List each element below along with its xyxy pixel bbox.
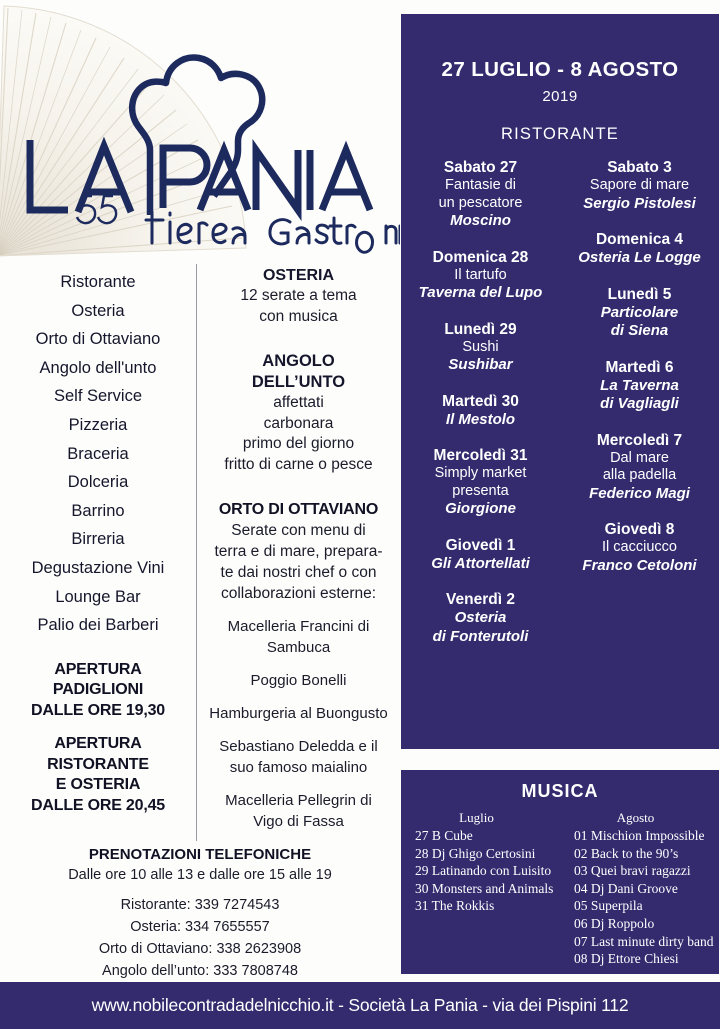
entry-day: Lunedì 29 <box>444 320 517 338</box>
panel-title: MUSICA <box>521 781 599 801</box>
edition-number <box>77 196 116 223</box>
angolo-section <box>197 351 400 475</box>
partner-line: Macelleria Francini di <box>227 618 370 635</box>
list-item: Palio dei Barberi <box>37 616 159 635</box>
section-title: ANGOLO <box>262 352 335 370</box>
section-line: affettati <box>273 394 324 411</box>
month-label: Luglio <box>459 810 494 825</box>
list-item: Dolceria <box>67 473 129 492</box>
entry-chef: Taverna del Lupo <box>418 284 543 301</box>
hours-line: APERTURA <box>54 735 142 753</box>
schedule-entry <box>566 285 713 341</box>
music-entry: 01 Mischion Impossible <box>574 828 705 843</box>
music-entry: 07 Last minute dirty band <box>574 933 714 949</box>
descriptions-column <box>197 258 400 841</box>
partner-entry <box>197 736 400 778</box>
hours-line: DALLE ORE 19,30 <box>31 701 165 719</box>
month-label: Agosto <box>616 810 655 825</box>
entry-day: Domenica 4 <box>595 231 683 248</box>
music-entry: 05 Superpila <box>574 898 643 914</box>
phones-title: PRENOTAZIONI TELEFONICHE <box>88 846 312 863</box>
phone-entry[interactable]: Angolo dell’unto: 333 7808748 <box>102 963 298 979</box>
entry-chef: Gli Attortellati <box>431 554 530 572</box>
entry-chef: Particolare <box>600 303 679 321</box>
orto-section <box>197 499 400 832</box>
musica-column-july <box>401 809 560 968</box>
music-entry: 04 Dj Dani Groove <box>574 880 678 896</box>
logo-area <box>0 0 400 258</box>
schedule-entry <box>566 520 713 575</box>
section-line: primo del giorno <box>242 435 355 452</box>
partner-entry <box>197 703 400 724</box>
schedule-entry <box>566 230 713 268</box>
musica-columns <box>401 809 719 968</box>
entry-chef: Giorgione <box>445 500 516 517</box>
phone-entry[interactable]: Ristorante: 339 7274543 <box>120 897 280 913</box>
schedule-column-august <box>560 158 719 663</box>
music-entry: 30 Monsters and Animals <box>415 880 554 896</box>
entry-day: Mercoledì 7 <box>596 431 683 449</box>
entry-day: Giovedì 8 <box>604 521 675 538</box>
entry-dish: alla padella <box>602 467 677 483</box>
logo-wordmark <box>0 0 400 258</box>
entry-chef: Franco Cetoloni <box>582 556 697 574</box>
entry-chef: Sergio Pistolesi <box>583 194 696 212</box>
entry-dish: Dal mare <box>610 449 669 466</box>
schedule-column-july <box>401 158 560 663</box>
list-item: Barrino <box>71 501 125 520</box>
venues-column <box>0 258 196 841</box>
hours-line: E OSTERIA <box>55 776 141 794</box>
entry-dish: Fantasie di <box>445 177 516 193</box>
partner-line: Sebastiano Deledda e il <box>219 738 378 755</box>
section-title: ORTO DI OTTAVIANO <box>218 501 379 518</box>
schedule-entry <box>566 431 713 504</box>
schedule-entry <box>407 158 554 231</box>
music-entry: 08 Dj Ettore Chiesi <box>574 951 679 967</box>
section-line: Serate con menu di <box>231 522 366 539</box>
entry-day: Lunedì 5 <box>607 285 672 303</box>
entry-day: Mercoledì 31 <box>433 447 528 464</box>
panel-title: RISTORANTE <box>500 125 620 143</box>
music-entry: 03 Quei bravi ragazzi <box>574 863 691 879</box>
section-line: con musica <box>259 307 338 325</box>
entry-day: Martedì 30 <box>442 392 519 410</box>
partner-line: Hamburgeria al Buongusto <box>209 705 388 722</box>
footer-text[interactable]: www.nobilecontradadelnicchio.it - Società La Pania - via dei Pispini 112 <box>91 995 629 1015</box>
schedule-entry <box>566 158 713 213</box>
schedule-columns <box>401 158 719 663</box>
phone-entry[interactable]: Osteria: 334 7655557 <box>130 919 270 935</box>
section-line: fritto di carne o pesce <box>224 455 373 473</box>
music-entry: 27 B Cube <box>415 828 473 843</box>
list-item: Angolo dell'unto <box>39 358 157 377</box>
phone-entry[interactable]: Orto di Ottaviano: 338 2623908 <box>98 941 302 957</box>
list-item: Degustazione Vini <box>31 558 165 577</box>
hours-line: APERTURA <box>54 660 142 678</box>
entry-day: Sabato 3 <box>607 159 672 176</box>
entry-chef: Moscino <box>450 212 511 229</box>
entry-dish: Il cacciucco <box>602 539 677 555</box>
partner-line: Sambuca <box>266 639 331 656</box>
entry-dish: un pescatore <box>438 194 523 211</box>
partner-entry <box>197 670 400 691</box>
musica-panel <box>401 770 719 974</box>
entry-dish: presenta <box>452 482 509 499</box>
entry-day: Sabato 27 <box>443 159 518 176</box>
section-line: collaborazioni esterne: <box>220 585 377 602</box>
music-entry: 31 The Rokkis <box>415 898 495 914</box>
list-item: Birreria <box>71 530 125 549</box>
music-entry: 06 Dj Roppolo <box>574 915 655 931</box>
schedule-entry <box>407 446 554 519</box>
schedule-entry <box>407 320 554 375</box>
entry-day: Martedì 6 <box>605 358 674 376</box>
osteria-section <box>197 266 400 327</box>
list-item: Lounge Bar <box>55 587 141 606</box>
entry-chef: Federico Magi <box>589 484 690 502</box>
section-line: carbonara <box>263 414 334 432</box>
venue-list <box>0 268 196 640</box>
footer-bar <box>0 982 720 1029</box>
schedule-entry <box>407 392 554 430</box>
section-title: DELL’UNTO <box>251 373 346 391</box>
opening-hours <box>0 660 196 817</box>
list-item: Ristorante <box>60 273 136 291</box>
partner-entry <box>197 790 400 832</box>
list-item: Pizzeria <box>68 415 128 434</box>
schedule-entry <box>566 358 713 414</box>
entry-chef: di Siena <box>610 322 669 339</box>
music-entry: 02 Back to the 90’s <box>574 845 679 861</box>
phone-reservations <box>0 845 400 982</box>
partner-line: Vigo di Fassa <box>253 813 344 830</box>
list-item: Self Service <box>53 387 143 406</box>
entry-chef: Osteria Le Logge <box>578 249 701 266</box>
section-line: 12 serate a tema <box>240 287 357 304</box>
entry-chef: di Fonterutoli <box>432 627 529 645</box>
entry-day: Domenica 28 <box>432 248 529 266</box>
entry-dish: Simply market <box>434 465 527 481</box>
partner-line: suo famoso maialino <box>229 759 368 776</box>
partner-line: Macelleria Pellegrin di <box>225 792 372 809</box>
left-columns <box>0 258 400 841</box>
entry-dish: Sapore di mare <box>589 177 690 193</box>
ristorante-panel <box>401 14 719 749</box>
entry-chef: Osteria <box>454 609 507 626</box>
partner-line: Poggio Bonelli <box>250 672 347 689</box>
music-entry: 28 Dj Ghigo Certosini <box>415 845 536 861</box>
partner-entry <box>197 616 400 658</box>
event-dates: 27 LUGLIO - 8 AGOSTO <box>441 58 679 81</box>
entry-day: Venerdì 2 <box>446 591 515 608</box>
entry-dish: Il tartufo <box>454 266 507 283</box>
entry-chef: di Vagliagli <box>600 395 679 412</box>
hours-line: RISTORANTE <box>47 755 149 773</box>
section-line: te dai nostri chef o con <box>220 564 377 581</box>
list-item: Braceria <box>67 444 129 463</box>
entry-chef: Il Mestolo <box>445 410 516 428</box>
list-item: Osteria <box>71 301 125 320</box>
event-year: 2019 <box>542 88 578 105</box>
schedule-entry <box>407 536 554 574</box>
music-entry: 29 Latinando con Luisito <box>415 863 552 879</box>
schedule-entry <box>407 590 554 646</box>
schedule-entry <box>407 248 554 303</box>
musica-column-august <box>560 809 719 968</box>
entry-chef: Sushibar <box>448 356 513 373</box>
hours-line: PADIGLIONI <box>52 681 144 699</box>
phones-subtitle: Dalle ore 10 alle 13 e dalle ore 15 alle 19 <box>68 867 332 883</box>
section-title: OSTERIA <box>262 267 335 284</box>
hours-line: DALLE ORE 20,45 <box>31 796 165 814</box>
entry-dish: Sushi <box>462 338 499 355</box>
entry-day: Giovedì 1 <box>445 536 516 554</box>
list-item: Orto di Ottaviano <box>35 330 161 349</box>
entry-chef: La Taverna <box>600 376 679 394</box>
section-line: terra e di mare, prepara- <box>214 543 383 560</box>
